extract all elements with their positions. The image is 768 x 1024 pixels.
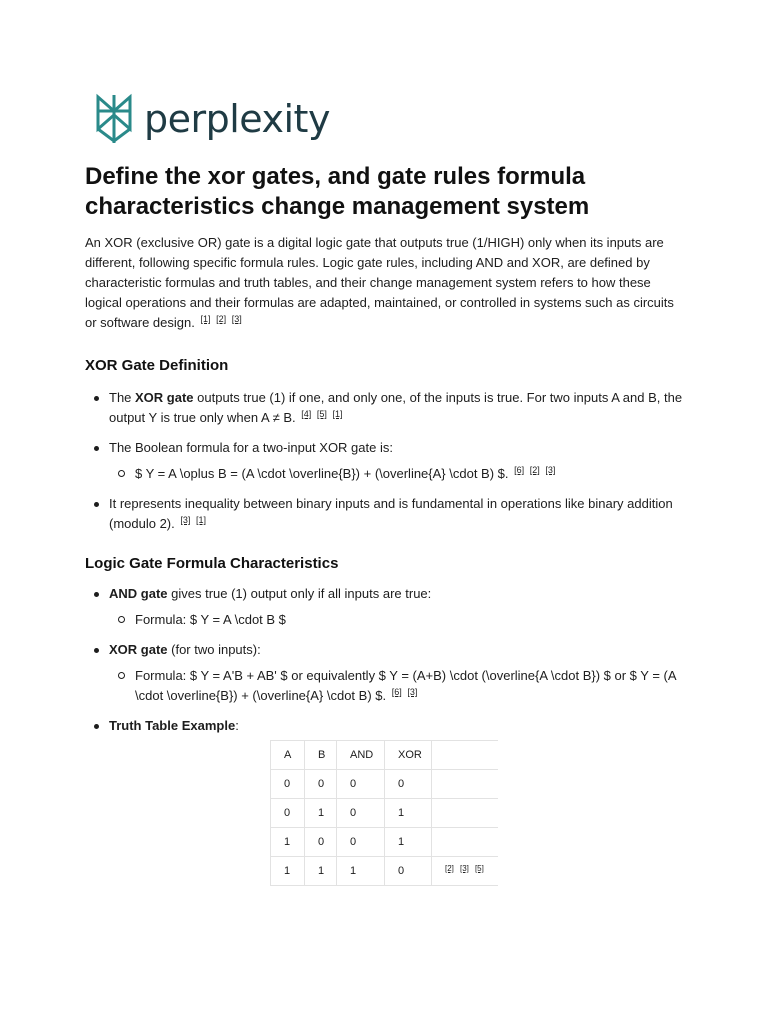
- citation-link[interactable]: [1]: [200, 314, 211, 324]
- perplexity-logo-icon: [92, 93, 136, 145]
- column-header-a: A: [271, 741, 305, 770]
- table-cell: 1: [271, 828, 305, 857]
- table-cell: 1: [271, 857, 305, 886]
- column-header-b: B: [305, 741, 337, 770]
- section-heading-formula-characteristics: Logic Gate Formula Characteristics: [85, 555, 339, 572]
- intro-text: An XOR (exclusive OR) gate is a digital logic gate that outputs true (1/HIGH) only when its inputs are different, following specific formula rules. Logic gate rules, including AND and XOR, are defined by characteristic formulas and truth tables, and their change management system refers to how these logical operations and their formulas are adapted, maintained, or controlled in systems such as circuits or software design.: [85, 235, 674, 330]
- citation-link[interactable]: [3]: [180, 515, 191, 525]
- table-cell: 1: [385, 828, 432, 857]
- truth-table: [270, 740, 498, 886]
- table-cell-sources: [432, 857, 499, 886]
- formula-text: Formula: $ Y = A'B + AB' $ or equivalently $ Y = (A+B) \cdot (\overline{A \cdot B}) $ or $ Y = (A \cdot \overline{B}) + (\overline{A} \cdot B) $.: [135, 668, 676, 703]
- citation-link[interactable]: [5]: [316, 409, 327, 419]
- table-row: [271, 828, 499, 857]
- list-item-text: The: [109, 390, 136, 405]
- sub-list-item: [109, 666, 685, 706]
- sub-list: [109, 666, 685, 706]
- list-item-text: :: [235, 718, 239, 733]
- list-item: [85, 438, 685, 484]
- table-cell-sources: [432, 770, 499, 799]
- perplexity-logo: [92, 93, 330, 145]
- citation-link[interactable]: [2]: [445, 864, 454, 873]
- sub-list: [109, 464, 685, 484]
- bold-term: XOR gate: [109, 642, 168, 657]
- table-cell: 0: [305, 828, 337, 857]
- sub-list: [109, 610, 685, 630]
- column-header-and: AND: [337, 741, 385, 770]
- column-header-xor: XOR: [385, 741, 432, 770]
- list-item-text: It represents inequality between binary inputs and is fundamental in operations like binary addition (modulo 2).: [109, 496, 673, 531]
- citation-link[interactable]: [1]: [196, 515, 207, 525]
- table-cell: 1: [385, 799, 432, 828]
- citation-link[interactable]: [3]: [231, 314, 242, 324]
- citation-link[interactable]: [2]: [529, 465, 540, 475]
- table-cell: 0: [385, 857, 432, 886]
- table-cell: 0: [337, 828, 385, 857]
- formula-text: Formula: $ Y = A \cdot B $: [135, 612, 286, 627]
- citation-link[interactable]: [6]: [391, 687, 402, 697]
- list-item-text: (for two inputs):: [167, 642, 261, 657]
- table-cell: 0: [271, 799, 305, 828]
- list-item: [85, 584, 685, 630]
- xor-definition-list: [85, 388, 685, 544]
- table-cell: 0: [337, 770, 385, 799]
- citation-link[interactable]: [6]: [514, 465, 525, 475]
- citation-link[interactable]: [2]: [216, 314, 227, 324]
- list-item: [85, 388, 685, 428]
- sub-list-item: [109, 610, 685, 630]
- table-cell: 0: [337, 799, 385, 828]
- section-heading-xor-definition: XOR Gate Definition: [85, 357, 229, 374]
- bold-term: AND gate: [109, 586, 168, 601]
- citation-link[interactable]: [4]: [301, 409, 312, 419]
- table-cell-sources: [432, 799, 499, 828]
- page-title: Define the xor gates, and gate rules formula characteristics change management system: [85, 163, 590, 220]
- table-row: [271, 770, 499, 799]
- formula-text: $ Y = A \oplus B = (A \cdot \overline{B}) + (\overline{A} \cdot B) $.: [135, 466, 509, 481]
- sub-list-item: [109, 464, 685, 484]
- table-cell: 0: [305, 770, 337, 799]
- citation-link[interactable]: [5]: [474, 864, 484, 873]
- formula-characteristics-list: [85, 584, 685, 746]
- logo-wordmark: perplexity: [144, 97, 330, 141]
- list-item-text: outputs true (1) if one, and only one, of the inputs is true. For two inputs A and B, the output Y is true only when A ≠ B.: [109, 390, 683, 425]
- list-item-text: gives true (1) output only if all inputs are true:: [167, 586, 432, 601]
- list-item: [85, 716, 685, 736]
- table-cell: 0: [271, 770, 305, 799]
- table-cell: 1: [305, 857, 337, 886]
- list-item: [85, 640, 685, 706]
- table-cell: 1: [337, 857, 385, 886]
- table-row: [271, 799, 499, 828]
- table-cell: 0: [385, 770, 432, 799]
- table-header-row: [271, 741, 499, 770]
- citation-link[interactable]: [3]: [545, 465, 556, 475]
- bold-term: Truth Table Example: [109, 718, 236, 733]
- citation-link[interactable]: [1]: [332, 409, 343, 419]
- table-row: [271, 857, 499, 886]
- list-item-text: The Boolean formula for a two-input XOR gate is:: [109, 440, 393, 455]
- citation-link[interactable]: [3]: [459, 864, 469, 873]
- table-cell: 1: [305, 799, 337, 828]
- intro-paragraph: [85, 233, 687, 333]
- citation-link[interactable]: [3]: [407, 687, 418, 697]
- list-item: [85, 494, 685, 534]
- table-cell-sources: [432, 828, 499, 857]
- column-header-sources: [432, 741, 499, 770]
- bold-term: XOR gate: [135, 390, 194, 405]
